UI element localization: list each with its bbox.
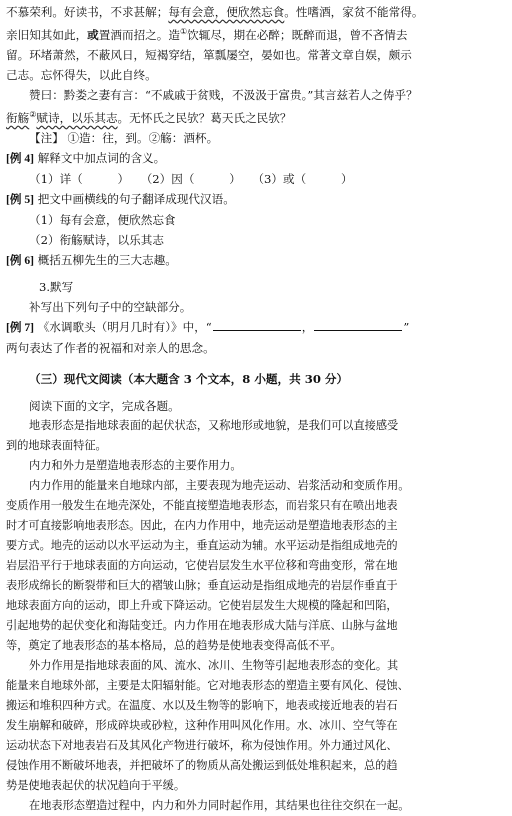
wavy-underlined-word: 衔觞	[6, 110, 30, 125]
classical-line-2	[6, 22, 498, 45]
example-7	[6, 317, 498, 338]
text-segment: ”	[403, 319, 410, 334]
classical-line-6	[6, 105, 498, 128]
example-label: [例 6]	[6, 253, 35, 267]
passage-line: 运动状态下对地表岩石及其风化产物进行破坏，称为侵蚀作用。外力通过风化、	[6, 738, 398, 752]
passage-line: 内力作用的能量来自地球内部，主要表现为地壳运动、岩浆活动和变质作用。	[29, 478, 410, 492]
wavy-underlined-sentence: 每有会意，便欣然忘食	[168, 5, 285, 19]
passage-line: 内力和外力是塑造地表形态的主要作用力。	[29, 458, 242, 472]
dictation-instruction: 补写出下列句子中的空缺部分。	[29, 299, 192, 314]
passage-line: 在地表形态塑造过程中，内力和外力同时起作用，其结果也往往交织在一起。	[29, 798, 410, 812]
passage-line: 搬运和堆积四种方式。在温度、水以及生物等的影响下，地表或接近地表的岩石	[6, 698, 398, 712]
example-prompt: 把文中画横线的句子翻译成现代汉语。	[37, 191, 235, 206]
passage-line: 地表形态是指地球表面的起伏状态，又称地形或地貌，是我们可以直接感受	[29, 418, 399, 432]
example-7-line-2: 两句表达了作者的祝福和对亲人的思念。	[6, 340, 215, 355]
passage-line: 变质作用一般发生在地壳深处，不能直接塑造地表形态，而岩浆只有在喷出地表	[6, 498, 398, 512]
classical-line-4: 己志。忘怀得失，以此自终。	[6, 67, 157, 82]
example-prompt: 概括五柳先生的三大志趣。	[37, 252, 177, 267]
dotted-word: 或	[87, 27, 99, 42]
reading-intro: 阅读下面的文字，完成各题。	[29, 398, 180, 413]
text-segment: 。无怀氏之民欤？葛天氏之民欤？	[117, 110, 292, 125]
dictation-heading: 3.默写	[39, 279, 74, 294]
wavy-underlined-sentence: 赋诗，以乐其志	[36, 110, 118, 125]
text-segment: ，	[301, 319, 314, 334]
example-5-item-1: （1）每有会意，便欣然忘食	[29, 212, 176, 227]
example-label: [例 4]	[6, 151, 35, 165]
answer-blank-2[interactable]	[314, 319, 402, 331]
section-3-title: （三）现代文阅读（本大题含 3 个文本，8 小题，共 30 分）	[29, 371, 349, 386]
passage-line: 表形成绵长的断裂带和巨大的褶皱山脉；垂直运动是指组成地壳的岩层作垂直于	[6, 578, 398, 592]
classical-line-3: 留。环堵萧然，不蔽风日，短褐穿结，箪瓢屡空，晏如也。常著文章自娱，颇示	[6, 47, 412, 62]
text-segment: 置酒而招之。造	[98, 27, 180, 42]
reading-passage	[6, 416, 498, 816]
classical-line-1	[6, 2, 498, 22]
text-segment: 亲旧知其如此，	[6, 27, 88, 42]
text-segment: 《水调歌头（明月几时有）》中，“	[37, 319, 212, 334]
classical-line-5: 赞曰：黔娄之妻有言：“不戚戚于贫贱，不汲汲于富贵。”其言兹若人之俦乎？	[29, 87, 418, 102]
example-6	[6, 250, 498, 271]
example-label: [例 5]	[6, 192, 35, 206]
example-5-item-2: （2）衔觞赋诗，以乐其志	[29, 232, 164, 247]
passage-line: 岩层沿平行于地球表面的方向运动，它使岩层发生水平位移和弯曲变形，常在地	[6, 558, 398, 572]
passage-line: 发生崩解和破碎，形成碎块或砂粒，这种作用叫风化作用。水、冰川、空气等在	[6, 718, 398, 732]
footnote-mark: ①	[179, 27, 188, 36]
passage-line: 等，奠定了地表形态的基本格局，总的趋势是使地表变得高低不平。	[6, 638, 342, 652]
example-5	[6, 189, 498, 210]
text-segment: 不慕荣利。好读书，不求甚解；	[6, 5, 169, 19]
example-4	[6, 148, 498, 169]
passage-line: 外力作用是指地球表面的风、流水、冰川、生物等引起地表形态的变化。其	[29, 658, 399, 672]
passage-line: 侵蚀作用不断破坏地表，并把破坏了的物质从高处搬运到低处堆积起来，总的趋	[6, 758, 398, 772]
passage-line: 要方式。地壳的运动以水平运动为主，垂直运动为辅。水平运动是指组成地壳的	[6, 538, 398, 552]
passage-line: 到的地球表面特征。	[6, 438, 107, 452]
passage-line: 引起地势的起伏变化和海陆变迁。内力作用在地表形成大陆与洋底、山脉与盆地	[6, 618, 398, 632]
passage-line: 能量来自地球外部，主要是太阳辐射能。它对地表形态的塑造主要有风化、侵蚀、	[6, 678, 409, 692]
footnote-mark: ②	[29, 109, 37, 119]
text-segment: 饮辄尽，期在必醉；既醉而退，曾不吝情去	[187, 27, 408, 42]
example-label: [例 7]	[6, 320, 35, 334]
passage-line: 时才可直接影响地表形态。因此，在内力作用中，地壳运动是塑造地表形态的主	[6, 518, 398, 532]
passage-line: 地球表面方向的运动，即上升或下降运动。它使岩层发生大规模的隆起和凹陷，	[6, 598, 398, 612]
classical-note: 【注】 ①造：往，到。②觞：酒杯。	[29, 130, 219, 145]
passage-line: 势是使地表起伏的状况趋向于平缓。	[6, 778, 186, 792]
text-segment: 。性嗜酒，家贫不能常得。	[284, 5, 424, 19]
example-prompt: 解释文中加点词的含义。	[37, 150, 166, 165]
answer-blank-1[interactable]	[213, 319, 301, 331]
example-4-items: （1）详（ ） （2）因（ ） （3）或（ ）	[29, 171, 353, 186]
